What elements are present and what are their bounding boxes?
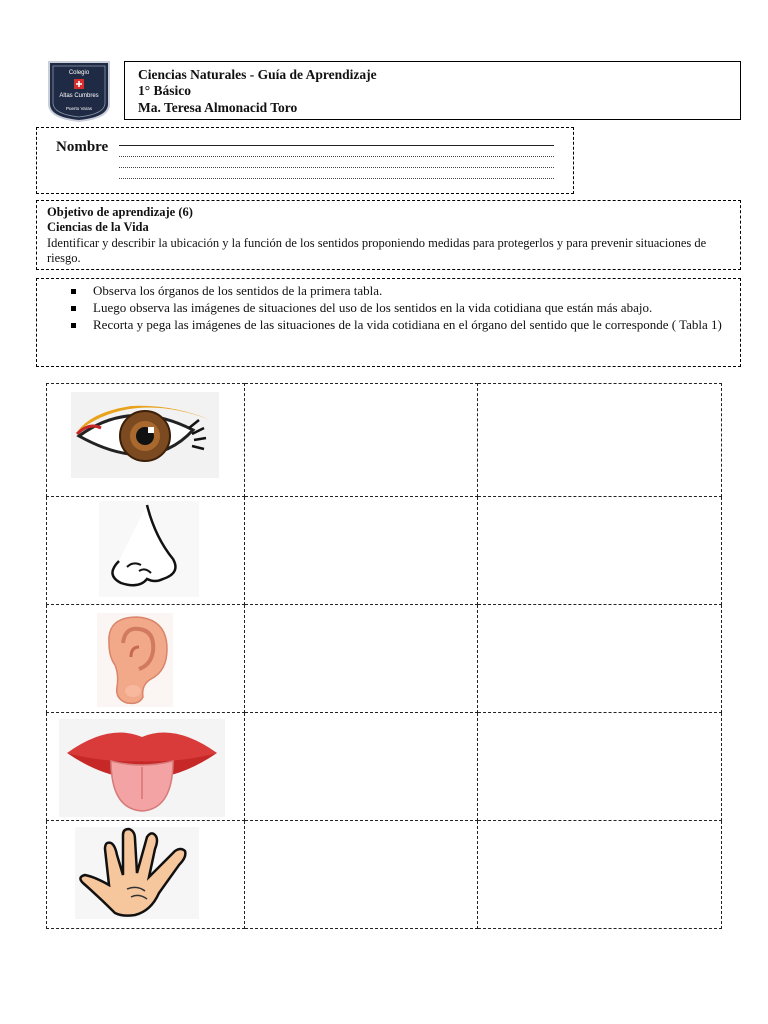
sense-image-cell: [47, 713, 245, 821]
instruction-text: Recorta y pega las imágenes de las situaciones de la vida cotidiana en el órgano del sentido que le corresponde ( Tabla 1): [93, 317, 722, 332]
instruction-item: [71, 283, 731, 299]
ear-icon: [97, 613, 173, 707]
eye-icon: [71, 392, 219, 478]
grade-label: 1° Básico: [138, 83, 192, 98]
name-line-3[interactable]: [119, 167, 554, 168]
hand-icon: [75, 827, 199, 919]
table-row: [47, 821, 722, 929]
logo-text-middle: Altas Cumbres: [59, 93, 99, 99]
paste-cell[interactable]: [478, 605, 722, 713]
logo-text-bottom: Puerto Varas: [66, 106, 92, 111]
table-row: [47, 384, 722, 497]
school-logo: [47, 60, 111, 122]
instruction-text: Luego observa las imágenes de situaciones del uso de los sentidos en la vida cotidiana que están más abajo.: [93, 300, 653, 315]
table-row: [47, 713, 722, 821]
sense-image-cell: [47, 497, 245, 605]
paste-cell[interactable]: [245, 605, 478, 713]
sense-image-cell: [47, 384, 245, 497]
table-row: [47, 497, 722, 605]
name-section: [36, 127, 574, 194]
sense-image-cell: [47, 605, 245, 713]
name-line-4[interactable]: [119, 178, 554, 179]
objective-box: [36, 200, 741, 270]
objective-subtitle: Ciencias de la Vida: [47, 220, 149, 234]
paste-cell[interactable]: [245, 497, 478, 605]
senses-table: [46, 383, 722, 929]
teacher-name: Ma. Teresa Almonacid Toro: [138, 100, 298, 115]
instruction-item: [71, 317, 731, 333]
nose-icon: [99, 501, 199, 597]
paste-cell[interactable]: [478, 713, 722, 821]
name-line-2[interactable]: [119, 156, 554, 157]
objective-title: Objetivo de aprendizaje (6): [47, 205, 193, 219]
instructions-list: [71, 283, 731, 334]
tongue-icon: [59, 719, 225, 817]
table-row: [47, 605, 722, 713]
logo-text-top: Colegio: [68, 70, 90, 76]
header-box: [124, 61, 741, 120]
paste-cell[interactable]: [478, 821, 722, 929]
sense-image-cell: [47, 821, 245, 929]
subject-title: Ciencias Naturales - Guía de Aprendizaje: [138, 67, 377, 82]
paste-cell[interactable]: [245, 384, 478, 497]
bullet-icon: [71, 289, 76, 294]
paste-cell[interactable]: [478, 384, 722, 497]
instructions-box: [36, 278, 741, 367]
paste-cell[interactable]: [478, 497, 722, 605]
instruction-item: [71, 300, 731, 316]
paste-cell[interactable]: [245, 713, 478, 821]
objective-text: Identificar y describir la ubicación y la función de los sentidos proponiendo medidas para protegerlos y para prevenir situaciones de riesgo.: [47, 236, 707, 265]
instruction-text: Observa los órganos de los sentidos de la primera tabla.: [93, 283, 383, 298]
bullet-icon: [71, 323, 76, 328]
name-line-1[interactable]: [119, 145, 554, 146]
bullet-icon: [71, 306, 76, 311]
paste-cell[interactable]: [245, 821, 478, 929]
name-label: Nombre: [56, 139, 109, 155]
